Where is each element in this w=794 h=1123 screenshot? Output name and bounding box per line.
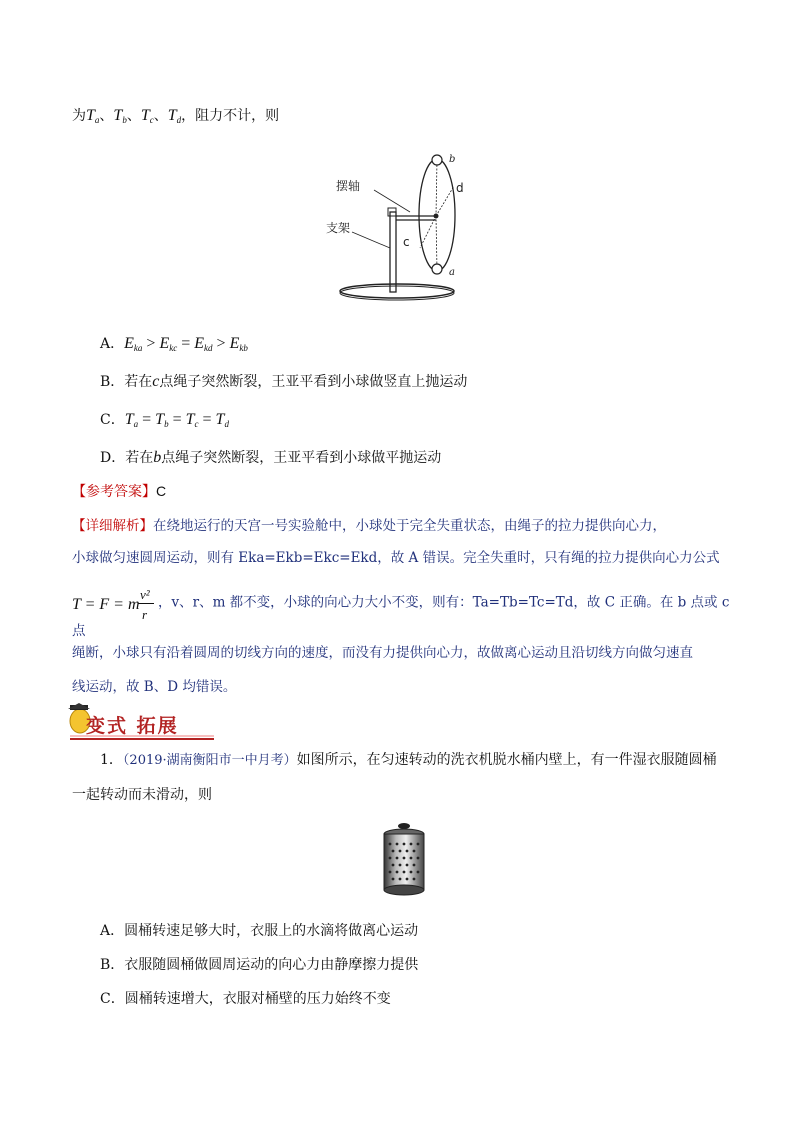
operator: = bbox=[198, 411, 216, 428]
question-1-source: （2019·湖南衡阳市一中月考） bbox=[122, 753, 297, 768]
analysis-text-1: 在绕地运行的天宫一号实验舱中，小球处于完全失重状态，由绳子的拉力提供向心力， bbox=[153, 518, 666, 534]
option-b-text-1: B．若在 bbox=[100, 374, 153, 390]
tension-list bbox=[86, 108, 181, 124]
operator: = bbox=[177, 335, 195, 352]
stand-post bbox=[390, 212, 396, 292]
question-1-text-1: 如图所示，在匀速转动的洗衣机脱水桶内壁上，有一件湿衣服随圆桶 bbox=[296, 752, 717, 768]
label-axis: 摆轴 bbox=[336, 179, 361, 193]
t-c: $T_c$ bbox=[185, 411, 199, 429]
separator: 、 bbox=[126, 108, 141, 124]
separator: 、 bbox=[99, 108, 114, 124]
option-c-prefix: C． bbox=[100, 412, 125, 428]
option-b bbox=[100, 372, 467, 392]
drum-figure bbox=[380, 820, 428, 900]
option-b-var: c bbox=[152, 373, 160, 390]
q1-option-c: C．圆桶转速增大，衣服对桶壁的压力始终不变 bbox=[100, 991, 391, 1007]
separator: 、 bbox=[153, 108, 168, 124]
label-b: b bbox=[449, 154, 456, 165]
label-d: d bbox=[456, 181, 464, 195]
intro-line bbox=[72, 106, 279, 130]
label-stand: 支架 bbox=[326, 221, 351, 235]
operator: > bbox=[212, 335, 230, 352]
option-a bbox=[100, 334, 248, 358]
option-d-var: b bbox=[153, 449, 162, 466]
analysis-line-5: 线运动，故 B、D 均错误。 bbox=[72, 679, 237, 695]
option-a-formula bbox=[124, 335, 248, 352]
option-d-text-1: D．若在 bbox=[100, 450, 154, 466]
analysis-line-2: 小球做匀速圆周运动，则有 Eka=Ekb=Ekc=Ekd，故 A 错误。完全失重时，只有绳的拉力提供向心力公式 bbox=[72, 550, 720, 566]
answer-line bbox=[72, 481, 166, 502]
pendulum-figure bbox=[326, 148, 470, 308]
t-a: $T_a$ bbox=[124, 411, 139, 429]
ball-b bbox=[432, 155, 442, 165]
option-c-formula bbox=[125, 411, 229, 428]
intro-prefix: 为 bbox=[72, 108, 86, 124]
ball-a bbox=[432, 264, 442, 274]
question-1-number: 1． bbox=[100, 752, 123, 768]
question-1 bbox=[100, 750, 717, 771]
option-c bbox=[100, 410, 229, 434]
operator: = bbox=[168, 411, 186, 428]
analysis-line-1 bbox=[72, 516, 732, 536]
answer-label: 【参考答案】 bbox=[72, 484, 156, 500]
label-a: a bbox=[449, 267, 455, 278]
analysis-line-4: 绳断，小球只有沿着圆周的切线方向的速度，而没有力提供向心力，故做离心运动且沿切线方向做匀速直 bbox=[72, 645, 693, 661]
q1-option-b: B．衣服随圆桶做圆周运动的向心力由静摩擦力提供 bbox=[100, 957, 419, 973]
t-b: $T_b$ bbox=[155, 411, 169, 429]
answer-value: C bbox=[156, 483, 167, 499]
analysis-formula: T = F = m v² r bbox=[72, 585, 140, 621]
ek-ka: $E_{ka}$ bbox=[124, 335, 143, 353]
question-1-continued: 一起转动而未滑动，则 bbox=[72, 787, 212, 803]
tension-d: $T_d$ bbox=[167, 107, 182, 125]
label-c: c bbox=[403, 235, 410, 249]
ek-kc: $E_{kc}$ bbox=[159, 335, 178, 353]
tension-c: $T_c$ bbox=[140, 107, 154, 125]
ek-kb: $E_{kb}$ bbox=[229, 335, 248, 353]
intro-suffix: ，阻力不计，则 bbox=[181, 108, 280, 124]
option-d-text-2: 点绳子突然断裂，王亚平看到小球做平抛运动 bbox=[161, 450, 442, 466]
option-d bbox=[100, 448, 441, 468]
option-a-prefix: A． bbox=[100, 336, 125, 352]
analysis-line-3 bbox=[72, 585, 732, 639]
analysis-text-3: ，v、r、m 都不变，小球的向心力大小不变，则有：Ta=Tb=Tc=Td，故 C 正确。在 b 点或 c 点 bbox=[72, 594, 730, 639]
q1-option-a: A．圆桶转速足够大时，衣服上的水滴将做离心运动 bbox=[100, 923, 419, 939]
ek-kd: $E_{kd}$ bbox=[194, 335, 213, 353]
operator: = bbox=[138, 411, 156, 428]
operator: > bbox=[142, 335, 160, 352]
t-d: $T_d$ bbox=[215, 411, 229, 429]
option-b-text-2: 点绳子突然断裂，王亚平看到小球做竖直上抛运动 bbox=[159, 374, 468, 390]
section-title: 变式 拓展 bbox=[86, 715, 179, 737]
tension-b: $T_b$ bbox=[113, 107, 127, 125]
tension-a: $T_a$ bbox=[86, 107, 100, 125]
analysis-label: 【详细解析】 bbox=[72, 518, 153, 534]
